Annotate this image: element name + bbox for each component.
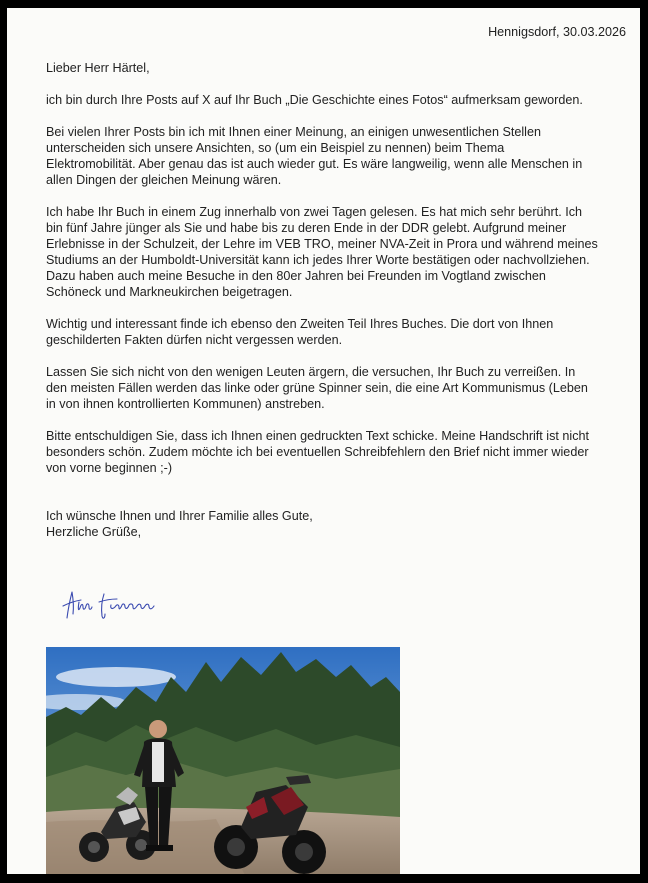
paragraph-3 [46,204,626,300]
motorcycle-photo [46,647,400,874]
paragraph-4 [46,316,626,348]
text-line: Lassen Sie sich nicht von den wenigen Leuten ärgern, die versuchen, Ihr Buch zu verreißen. In [46,365,576,379]
text-line: Bei vielen Ihrer Posts bin ich mit Ihnen einer Meinung, an einigen unwesentlichen Stellen [46,125,541,139]
text-line: geschilderten Fakten dürfen nicht vergessen werden. [46,333,343,347]
paragraph-5 [46,364,626,412]
text-line: unterscheiden sich unsere Ansichten, so (um ein Beispiel zu nennen) beim Thema [46,141,505,155]
salutation-text: Lieber Herr Härtel, [46,61,150,75]
text-line: Elektromobilität. Aber genau das ist auch wieder gut. Es wäre langweilig, wenn alle Menschen in [46,157,583,171]
salutation [46,60,626,76]
text-line: Bitte entschuldigen Sie, dass ich Ihnen einen gedruckten Text schicke. Meine Handschrift ist nicht [46,429,590,443]
text-line: den meisten Fällen werden das linke oder grüne Spinner sein, die eine Art Kommunismus (Leben [46,381,588,395]
handwritten-signature [61,588,171,624]
text-line: in von ihnen kontrollierten Kommunen) anstreben. [46,397,325,411]
paragraph-6 [46,428,626,476]
text-line: bin fünf Jahre jünger als Sie und habe bis zu deren Ende in der DDR gelebt. Aufgrund meiner [46,221,567,235]
text-line: Schöneck und Markneukirchen beigetragen. [46,285,293,299]
text-line: Erlebnisse in der Schulzeit, der Lehre im VEB TRO, meiner NVA-Zeit in Prora und während meines [46,237,598,251]
text-line: besonders schön. Zudem möchte ich bei eventuellen Schreibfehlern den Brief nicht immer wieder [46,445,589,459]
text-line: Ich habe Ihr Buch in einem Zug innerhalb von zwei Tagen gelesen. Es hat mich sehr berührt. Ich [46,205,583,219]
closing-line: Herzliche Grüße, [46,525,142,539]
text-line: Wichtig und interessant finde ich ebenso den Zweiten Teil Ihres Buches. Die dort von Ihnen [46,317,554,331]
paragraph-1 [46,92,626,108]
letter-page [7,8,640,874]
text-line: Studiums an der Humboldt-Universität kann ich jedes Ihrer Worte bestätigen oder nachvollziehen. [46,253,590,267]
date-line: Hennigsdorf, 30.03.2026 [488,25,626,39]
text-line: ich bin durch Ihre Posts auf X auf Ihr Buch „Die Geschichte eines Fotos“ aufmerksam geworden. [46,93,583,107]
text-line: von vorne beginnen ;-) [46,461,173,475]
closing-line: Ich wünsche Ihnen und Ihrer Familie alles Gute, [46,509,313,523]
text-line: allen Dingen der gleichen Meinung wären. [46,173,282,187]
closing [46,508,626,540]
paragraph-2 [46,124,626,188]
text-line: Dazu haben auch meine Besuche in den 80er Jahren bei Freunden im Vogtland zwischen [46,269,546,283]
letter-body [46,60,626,540]
